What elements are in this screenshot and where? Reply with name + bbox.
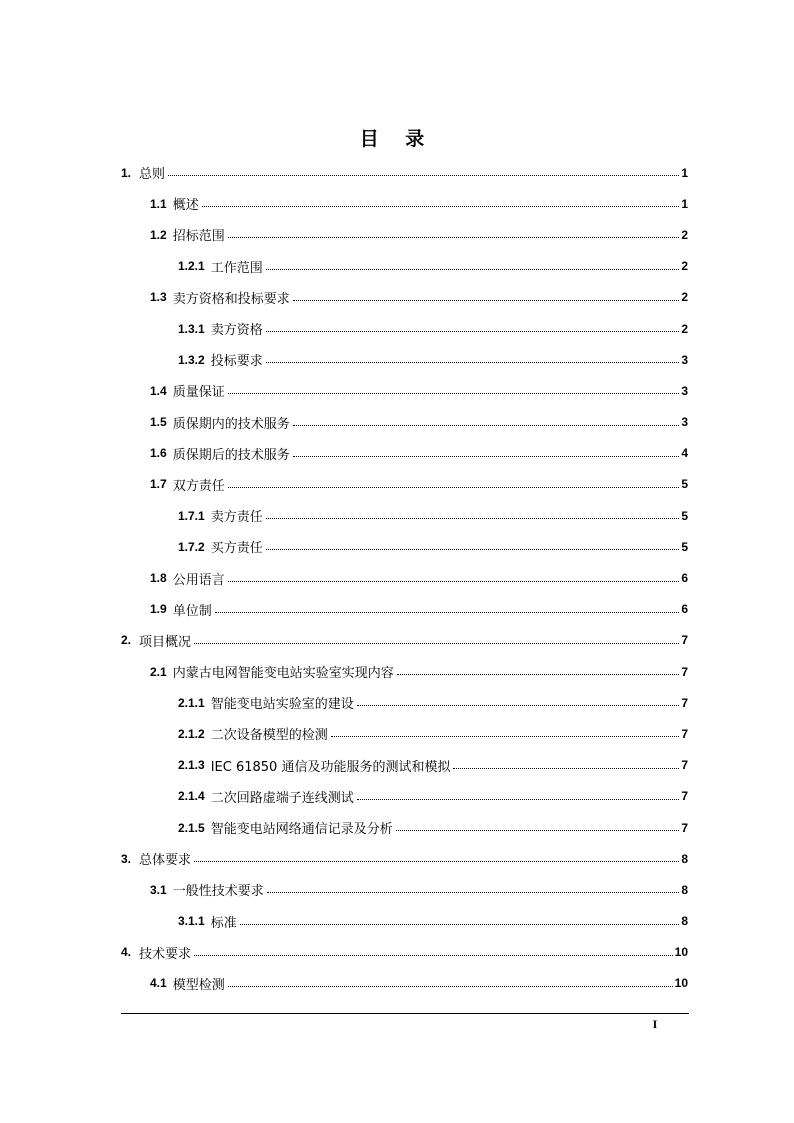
toc-entry[interactable] (0, 562, 794, 593)
toc-entry[interactable] (0, 251, 794, 282)
toc-entry-label: 技术要求 (139, 946, 192, 962)
toc-entry-label: 智能变电站实验室的建设 (210, 697, 354, 713)
toc-entry[interactable] (0, 874, 794, 905)
toc-entry[interactable] (0, 656, 794, 687)
toc-entry-label: 二次设备模型的检测 (210, 728, 328, 744)
toc-entry-label: 总体要求 (139, 853, 192, 869)
toc-entry-page: 8 (681, 882, 688, 897)
toc-dot-leader (194, 955, 673, 956)
toc-entry[interactable] (0, 594, 794, 625)
toc-entry-number: 2.1.4 (178, 789, 205, 804)
toc-dot-leader (293, 425, 680, 426)
toc-entry[interactable] (0, 812, 794, 843)
toc-entry-page: 3 (681, 415, 688, 430)
toc-entry-label: 标准 (210, 915, 237, 931)
toc-entry-number: 1.2.1 (178, 259, 205, 274)
toc-entry-number: 2.1.3 (178, 758, 205, 773)
toc-entry-label: 工作范围 (210, 260, 263, 276)
toc-dot-leader (266, 362, 680, 363)
toc-entry[interactable] (0, 219, 794, 250)
toc-dot-leader (396, 830, 680, 831)
page-title: 目 录 (359, 128, 435, 150)
toc-entry-page: 7 (681, 664, 688, 679)
toc-dot-leader (397, 674, 680, 675)
toc-entry[interactable] (0, 718, 794, 749)
toc-entry-label: 买方责任 (210, 541, 263, 557)
toc-dot-leader (266, 549, 680, 550)
toc-entry-page: 5 (681, 477, 688, 492)
toc-entry-label: 卖方责任 (210, 510, 263, 526)
toc-dot-leader (266, 518, 680, 519)
toc-dot-leader (228, 986, 673, 987)
toc-entry-number: 1.6 (150, 446, 167, 461)
toc-dot-leader (228, 393, 680, 394)
toc-entry-number: 3. (121, 851, 132, 866)
toc-entry-page: 3 (681, 383, 688, 398)
toc-entry-number: 1.3.2 (178, 352, 205, 367)
toc-dot-leader (194, 643, 679, 644)
toc-entry-number: 2.1.5 (178, 820, 205, 835)
toc-entry-label: 智能变电站网络通信记录及分析 (210, 822, 393, 838)
toc-dot-leader (293, 300, 680, 301)
toc-entry-number: 1.2 (150, 227, 167, 242)
toc-entry-label: IEC 61850 通信及功能服务的测试和模拟 (210, 759, 451, 775)
toc-entry-label: 概述 (172, 198, 199, 214)
table-of-contents (0, 157, 794, 999)
toc-entry-number: 2.1.1 (178, 695, 205, 710)
toc-entry-page: 10 (674, 976, 688, 991)
toc-dot-leader (215, 612, 680, 613)
toc-entry[interactable] (0, 282, 794, 313)
toc-dot-leader (266, 331, 680, 332)
toc-entry-page: 5 (681, 539, 688, 554)
toc-entry[interactable] (0, 407, 794, 438)
toc-entry-label: 质保期后的技术服务 (172, 447, 290, 463)
toc-entry-page: 10 (674, 945, 688, 960)
toc-entry-number: 4. (121, 945, 132, 960)
toc-dot-leader (228, 237, 680, 238)
toc-entry-label: 投标要求 (210, 354, 263, 370)
toc-entry-page: 7 (681, 726, 688, 741)
toc-dot-leader (331, 736, 680, 737)
toc-entry[interactable] (0, 188, 794, 219)
toc-entry-page: 7 (681, 820, 688, 835)
toc-dot-leader (240, 924, 680, 925)
toc-entry-number: 1. (121, 165, 132, 180)
toc-entry-label: 公用语言 (172, 572, 225, 588)
toc-entry[interactable] (0, 968, 794, 999)
toc-entry[interactable] (0, 313, 794, 344)
toc-entry-page: 1 (681, 165, 688, 180)
toc-entry-label: 模型检测 (172, 977, 225, 993)
toc-entry-page: 4 (681, 446, 688, 461)
toc-entry-page: 7 (681, 789, 688, 804)
toc-entry-label: 双方责任 (172, 478, 225, 494)
toc-entry-page: 7 (681, 695, 688, 710)
toc-entry-number: 1.7 (150, 477, 167, 492)
toc-dot-leader (267, 892, 680, 893)
toc-entry[interactable] (0, 906, 794, 937)
toc-entry[interactable] (0, 469, 794, 500)
toc-dot-leader (266, 269, 680, 270)
toc-entry-label: 招标范围 (172, 229, 225, 245)
toc-entry-page: 8 (681, 914, 688, 929)
toc-entry-number: 1.3.1 (178, 321, 205, 336)
toc-dot-leader (168, 175, 679, 176)
toc-entry[interactable] (0, 500, 794, 531)
toc-entry-page: 1 (681, 196, 688, 211)
toc-entry-page: 2 (681, 259, 688, 274)
toc-entry-page: 6 (681, 602, 688, 617)
toc-entry-page: 7 (681, 633, 688, 648)
toc-entry-page: 3 (681, 352, 688, 367)
toc-entry-page: 2 (681, 290, 688, 305)
toc-entry-number: 1.9 (150, 602, 167, 617)
toc-entry-number: 4.1 (150, 976, 167, 991)
toc-dot-leader (228, 581, 680, 582)
toc-entry-page: 2 (681, 321, 688, 336)
toc-entry-page: 7 (681, 758, 688, 773)
toc-entry-number: 2.1.2 (178, 726, 205, 741)
toc-entry[interactable] (0, 375, 794, 406)
toc-entry[interactable] (0, 937, 794, 968)
toc-dot-leader (194, 861, 679, 862)
toc-entry-number: 1.3 (150, 290, 167, 305)
toc-entry-label: 卖方资格 (210, 323, 263, 339)
toc-entry-page: 6 (681, 571, 688, 586)
footer-page-number: I (652, 1017, 658, 1031)
toc-entry[interactable] (0, 438, 794, 469)
toc-entry[interactable] (0, 750, 794, 781)
toc-entry-label: 卖方资格和投标要求 (172, 291, 290, 307)
toc-entry-page: 5 (681, 508, 688, 523)
toc-entry[interactable] (0, 781, 794, 812)
toc-entry-number: 2. (121, 633, 132, 648)
toc-entry-number: 3.1.1 (178, 914, 205, 929)
toc-entry-page: 8 (681, 851, 688, 866)
toc-entry[interactable] (0, 843, 794, 874)
toc-entry[interactable] (0, 531, 794, 562)
toc-entry[interactable] (0, 344, 794, 375)
toc-dot-leader (202, 206, 680, 207)
toc-entry-number: 1.7.1 (178, 508, 205, 523)
toc-entry-label: 项目概况 (139, 634, 192, 650)
toc-entry-label: 单位制 (172, 603, 212, 619)
toc-entry-number: 1.8 (150, 571, 167, 586)
toc-entry-number: 1.7.2 (178, 539, 205, 554)
toc-dot-leader (453, 768, 679, 769)
toc-entry-page: 2 (681, 227, 688, 242)
toc-entry-label: 内蒙古电网智能变电站实验室实现内容 (172, 666, 394, 682)
toc-dot-leader (357, 705, 680, 706)
toc-entry-label: 总则 (139, 167, 166, 183)
toc-dot-leader (357, 799, 680, 800)
toc-entry[interactable] (0, 687, 794, 718)
toc-entry-number: 1.4 (150, 383, 167, 398)
toc-entry-number: 1.1 (150, 196, 167, 211)
toc-entry-label: 质保期内的技术服务 (172, 416, 290, 432)
toc-entry[interactable] (0, 625, 794, 656)
toc-entry-number: 3.1 (150, 882, 167, 897)
toc-entry-number: 1.5 (150, 415, 167, 430)
toc-entry-number: 2.1 (150, 664, 167, 679)
toc-entry-label: 二次回路虚端子连线测试 (210, 790, 354, 806)
toc-entry-label: 质量保证 (172, 385, 225, 401)
toc-dot-leader (293, 456, 680, 457)
toc-entry-label: 一般性技术要求 (172, 884, 264, 900)
toc-dot-leader (228, 487, 680, 488)
toc-entry[interactable] (0, 157, 794, 188)
footer-divider (121, 1013, 689, 1014)
